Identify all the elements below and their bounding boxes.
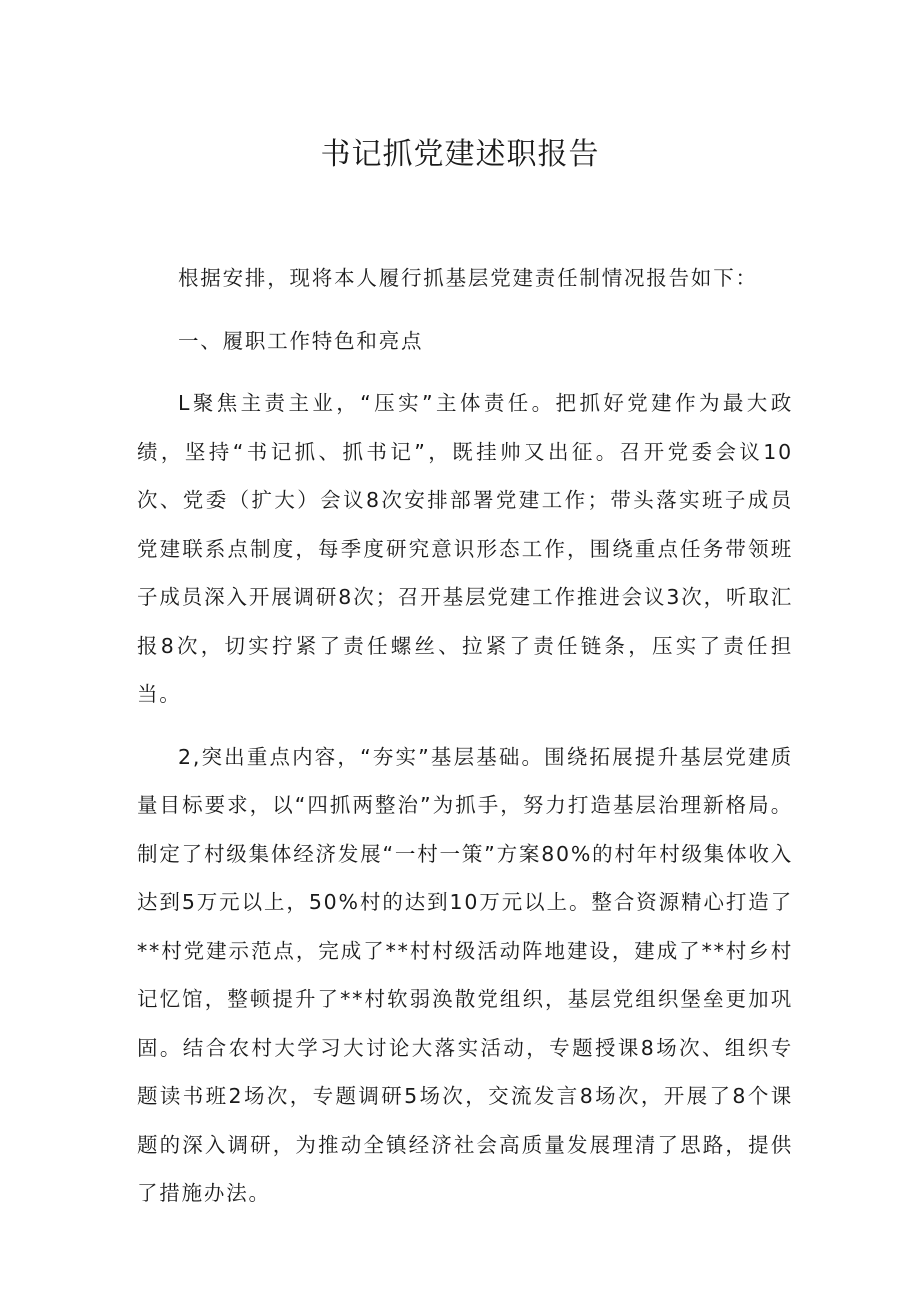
document-title: 书记抓党建述职报告 xyxy=(320,137,600,172)
section-heading: 一、履职工作特色和亮点 xyxy=(178,328,424,353)
body-paragraph-2: 2,突出重点内容，“夯实”基层基础。围绕拓展提升基层党建质量目标要求，以“四抓两整治”为抓手，努力打造基层治理新格局。制定了村级集体经济发展“一村一策”方案80%的村年村级集体收入达到5万元以上，50%村的达到10万元以上。整合资源精心打造了**村党建示范点，完成了**村村级活动阵地建设，建成了**村乡村记忆馆，整顿提升了**村软弱涣散党组织，基层党组织堡垒更加巩固。结合农村大学习大讨论大落实活动，专题授课8场次、组织专题读书班2场次，专题调研5场次，交流发言8场次，开展了8个课题的深入调研，为推动全镇经济社会高质量发展理清了思路，提供了措施办法。 xyxy=(137,744,793,1205)
document-body xyxy=(137,240,793,1218)
body-paragraph-1: L聚焦主责主业，“压实”主体责任。把抓好党建作为最大政绩，坚持“书记抓、抓书记”，既挂帅又出征。召开党委会议10次、党委（扩大）会议8次安排部署党建工作；带头落实班子成员党建联系点制度，每季度研究意识形态工作，围绕重点任务带领班子成员深入开展调研8次；召开基层党建工作推进会议3次，听取汇报8次，切实拧紧了责任螺丝、拉紧了责任链条，压实了责任担当。 xyxy=(137,391,793,706)
intro-paragraph: 根据安排，现将本人履行抓基层党建责任制情况报告如下： xyxy=(178,266,758,290)
